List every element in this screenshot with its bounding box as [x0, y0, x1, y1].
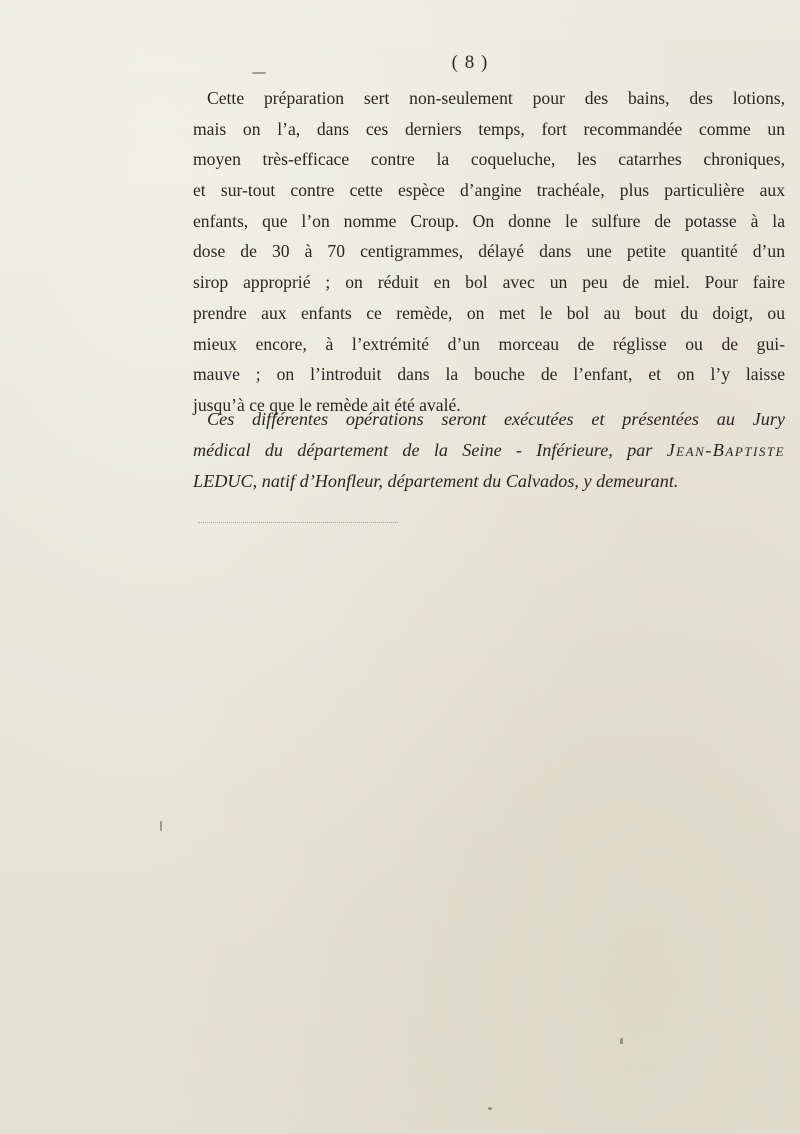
text-line: et sur-tout contre cette espèce d’angine trachéale, plus particulière aux	[193, 180, 785, 201]
paper-speck	[252, 72, 266, 74]
text-line: jusqu’à ce que le remède ait été avalé.	[193, 394, 461, 415]
paragraph-preparation	[193, 83, 785, 421]
text-line: Cette préparation sert non-seulement pour des bains, des lotions,	[207, 88, 785, 108]
text-line: Ces différentes opérations seront exécutées et présentées au Jury	[207, 409, 785, 429]
text-line: sirop approprié ; on réduit en bol avec un peu de miel. Pour faire	[193, 272, 785, 293]
text-line: dose de 30 à 70 centigrammes, délayé dans une petite quantité d’un	[193, 241, 785, 262]
text-segment: , natif d’Honfleur, département du Calvados, y demeurant.	[252, 471, 679, 491]
author-surname: LEDUC	[193, 471, 253, 491]
page-number: ( 8 )	[451, 52, 489, 73]
author-first-name: Jean-Baptiste	[666, 440, 786, 460]
text-line	[193, 466, 785, 497]
text-line: prendre aux enfants ce remède, on met le bol au bout du doigt, ou	[193, 302, 785, 323]
text-line	[193, 435, 785, 466]
paper-speck	[488, 1107, 492, 1110]
paragraph-jury	[193, 404, 785, 497]
bleed-through-rule	[198, 522, 398, 524]
paper-speck	[160, 821, 162, 831]
text-segment: médical du département de la Seine - Inférieure, par	[193, 440, 653, 460]
text-line: enfants, que l’on nomme Croup. On donne le sulfure de potasse à la	[193, 210, 785, 231]
text-line: mauve ; on l’introduit dans la bouche de l’enfant, et on l’y laisse	[193, 364, 785, 385]
text-line: mais on l’a, dans ces derniers temps, fort recommandée comme un	[193, 118, 785, 139]
text-line: moyen très-efficace contre la coqueluche, les catarrhes chroniques,	[193, 149, 785, 170]
text-line: mieux encore, à l’extrémité d’un morceau de réglisse ou de gui-	[193, 333, 785, 354]
paper-speck	[620, 1038, 623, 1044]
